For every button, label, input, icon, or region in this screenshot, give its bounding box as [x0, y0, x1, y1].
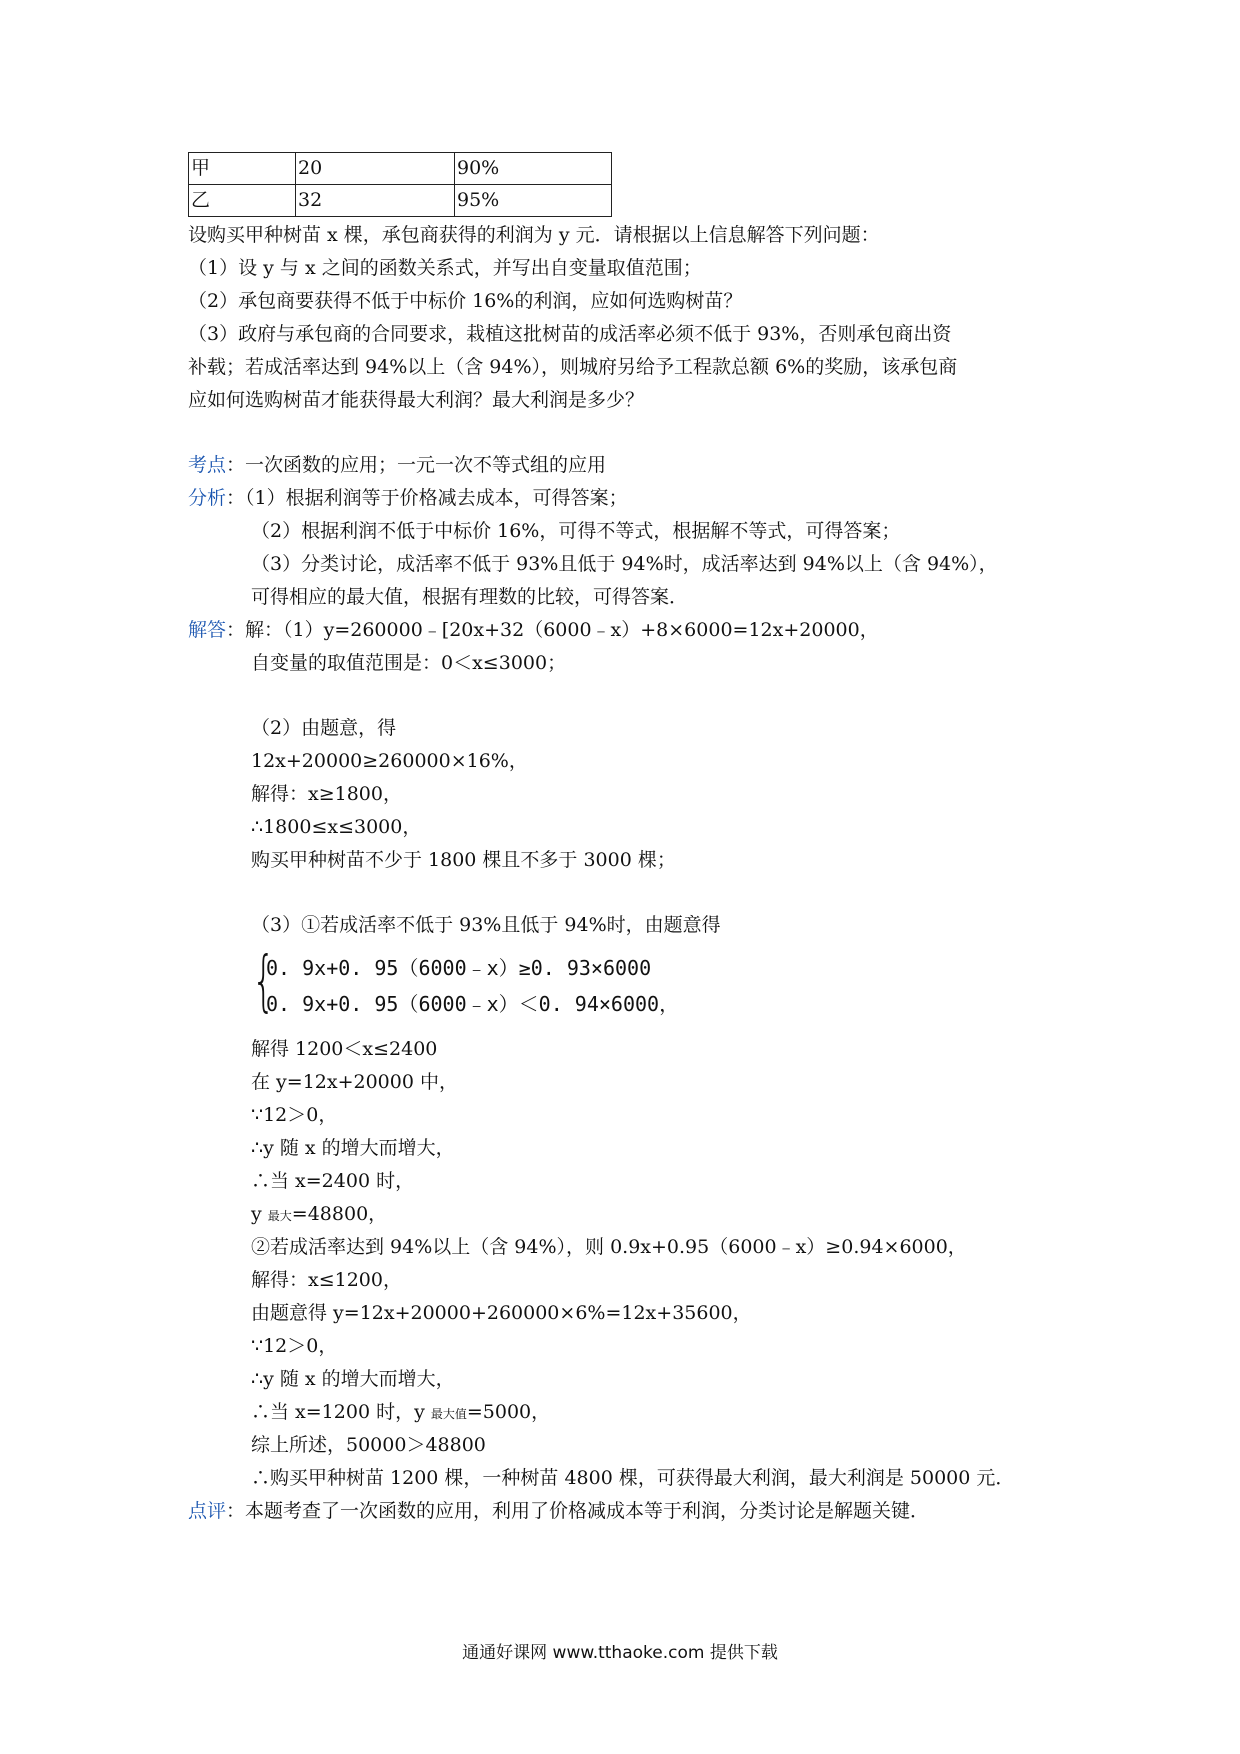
solution-part3-line-13: [251, 1398, 550, 1428]
inequality-1: 0. 9x+0. 95（6000﹣x）≥0. 93×6000: [266, 956, 652, 980]
fenxi-line-1: [188, 484, 628, 512]
subscript-max: 最大: [267, 1209, 292, 1223]
solution-part2-line-1: （2）由题意，得: [251, 717, 397, 739]
question-3-line-1: （3）政府与承包商的合同要求，栽植这批树苗的成活率必须不低于 93%，否则承包商出资: [188, 323, 952, 345]
table-cell: 32: [296, 185, 455, 217]
question-2: （2）承包商要获得不低于中标价 16%的利润，应如何选购树苗？: [188, 290, 743, 312]
subscript-max-value: 最大值: [430, 1407, 467, 1421]
solution-part2-line-4: ∴1800≤x≤3000，: [251, 816, 422, 838]
solution-part3-line-9: 解得：x≤1200，: [251, 1269, 402, 1291]
dianping-text: ：本题考查了一次函数的应用，利用了价格减成本等于利润，分类讨论是解题关键．: [226, 1500, 930, 1522]
jieda-text-1: ：解：（1）y=260000﹣[20x+32（6000﹣x）+8×6000=12x+20000，: [226, 619, 879, 641]
kaodian-label: 考点: [188, 454, 227, 476]
solution-part2-line-2: 12x+20000≥260000×16%，: [251, 750, 528, 772]
solution-part3-line-11: ∵12＞0，: [251, 1335, 338, 1357]
table-cell: 甲: [189, 153, 296, 185]
solution-part2-line-5: 购买甲种树苗不少于 1800 棵且不多于 3000 棵；: [251, 849, 676, 871]
fenxi-line-3: （3）分类讨论，成活率不低于 93%且低于 94%时，成活率达到 94%以上（含 94%），: [251, 553, 998, 575]
solution-part3-line-10: 由题意得 y=12x+20000+260000×6%=12x+35600，: [251, 1302, 752, 1324]
fenxi-line-2: （2）根据利润不低于中标价 16%，可得不等式，根据解不等式，可得答案；: [251, 520, 901, 542]
page-footer: 通通好课网 www.tthaoke.com 提供下载: [462, 1643, 778, 1663]
jieda-label: 解答: [188, 619, 227, 641]
solution-part3-line-12: ∴y 随 x 的增大而增大，: [251, 1368, 455, 1390]
solution-part3-line-1: （3）①若成活率不低于 93%且低于 94%时，由题意得: [251, 914, 721, 936]
solution-part3-line-6: ∴当 x=2400 时，: [251, 1170, 415, 1192]
when-x-text: ∴当 x=1200 时，y: [251, 1401, 431, 1423]
kaodian-line: [188, 451, 606, 479]
solution-part3-line-14: 综上所述，50000＞48800: [251, 1434, 486, 1456]
y-max-value: =48800，: [291, 1203, 388, 1225]
solution-part2-line-3: 解得：x≥1800，: [251, 783, 402, 805]
y-max-value-2: =5000，: [466, 1401, 551, 1423]
left-brace: {: [252, 942, 276, 1019]
table-row: [189, 153, 612, 185]
fenxi-line-4: 可得相应的最大值，根据有理数的比较，可得答案．: [251, 586, 689, 608]
table-cell: 乙: [189, 185, 296, 217]
solution-part3-line-8: ②若成活率达到 94%以上（含 94%），则 0.9x+0.95（6000﹣x）≥0.94×6000，: [251, 1236, 967, 1258]
question-3-line-2: 补载；若成活率达到 94%以上（含 94%），则城府另给予工程款总额 6%的奖励，该承包商: [188, 356, 958, 378]
inequality-2-text: 0. 9x+0. 95（6000﹣x）＜0. 94×6000: [266, 992, 660, 1016]
y-symbol: y: [251, 1203, 268, 1225]
problem-intro: 设购买甲种树苗 x 棵，承包商获得的利润为 y 元．请根据以上信息解答下列问题：: [188, 224, 880, 246]
dianping-line: [188, 1497, 929, 1525]
fenxi-label: 分析: [188, 487, 227, 509]
solution-part3-line-4: ∵12＞0，: [251, 1104, 338, 1126]
kaodian-text: ：一次函数的应用；一元一次不等式组的应用: [226, 454, 607, 476]
question-1: （1）设 y 与 x 之间的函数关系式，并写出自变量取值范围；: [188, 257, 702, 279]
data-table: [188, 152, 612, 217]
solution-part3-line-3: 在 y=12x+20000 中，: [251, 1071, 458, 1093]
table-cell: 20: [296, 153, 455, 185]
question-3-line-3: 应如何选购树苗才能获得最大利润？最大利润是多少？: [188, 389, 645, 411]
inequality-2: [266, 988, 679, 1017]
inequality-tail: ，: [659, 992, 680, 1016]
dianping-label: 点评: [188, 1500, 227, 1522]
table-row: [189, 185, 612, 217]
solution-part3-line-5: ∴y 随 x 的增大而增大，: [251, 1137, 455, 1159]
fenxi-text-1: ：（1）根据利润等于价格减去成本，可得答案；: [226, 487, 628, 509]
table-cell: 95%: [455, 185, 612, 217]
jieda-line-2: 自变量的取值范围是：0＜x≤3000；: [251, 652, 567, 674]
table-cell: 90%: [455, 153, 612, 185]
jieda-line-1: [188, 616, 879, 644]
solution-part3-line-15: ∴购买甲种树苗 1200 棵，一种树苗 4800 棵，可获得最大利润，最大利润是 50000 元．: [251, 1467, 1015, 1489]
solution-part3-line-7: [251, 1200, 387, 1230]
solution-part3-line-2: 解得 1200＜x≤2400: [251, 1038, 438, 1060]
